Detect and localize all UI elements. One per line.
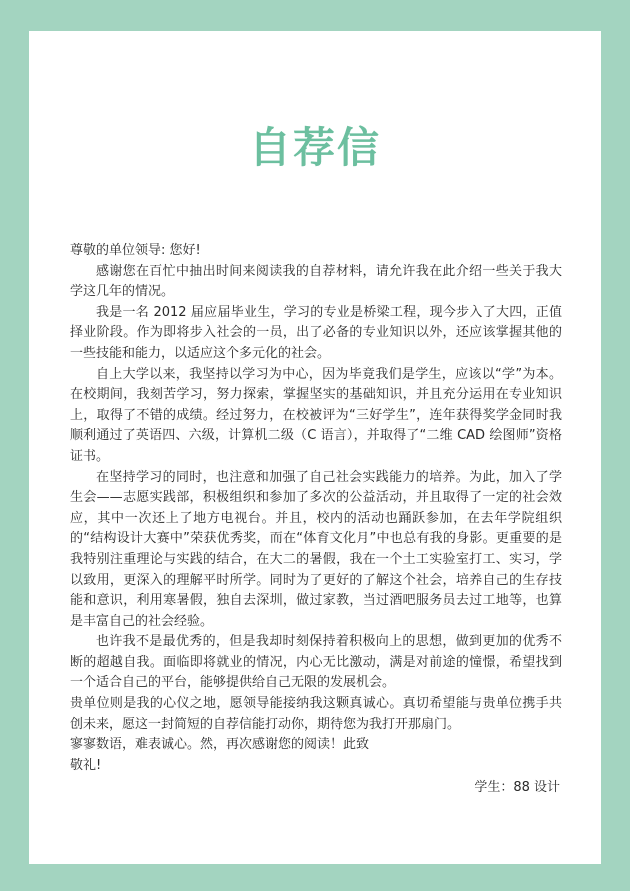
salutation: 尊敬的单位领导: 您好! bbox=[70, 243, 201, 258]
paragraph-practice: 在坚持学习的同时，也注意和加强了自己社会实践能力的培养。为此，加入了学生会——志愿实践部，积极组织和参加了多次的公益活动，并且取得了一定的社会效应，其中一次还上了地方电视台。并且，校内的活动也踊跃参加，在去年学院组织的“结构设计大赛中”荣获优秀奖，而在“体育文化月”中也总有我的身影。更重要的是我特别注重理论与实践的结合，在大二的暑假，我在一个土工实验室打工、实习，学以致用，更深入的理解平时所学。同时为了更好的了解这个社会，培养自己的生存技能和意识，利用寒暑假，独自去深圳，做过家教，当过酒吧服务员去过工地等，也算是丰富自己的社会经验。 bbox=[70, 469, 562, 629]
paragraph-aspiration: 也许我不是最优秀的，但是我却时刻保持着积极向上的思想，做到更加的优秀不断的超越自我。面临即将就业的情况，内心无比激动，满是对前途的憧憬，希望找到一个适合自己的平台，能够提供给自己无限的发展机会。 bbox=[70, 634, 562, 691]
paragraph-background: 我是一名 2012 届应届毕业生，学习的专业是桥梁工程，现今步入了大四，正值择业阶段。作为即将步入社会的一员，出了必备的专业知识以外，还应该掌握其他的一些技能和能力，以适应这个多元化的社会。 bbox=[70, 304, 562, 361]
letter-body bbox=[70, 241, 562, 799]
closing-thanks: 寥寥数语，难表诚心。然，再次感谢您的阅读！此致 bbox=[70, 737, 370, 753]
closing-paragraph: 贵单位则是我的心仪之地，愿领导能接纳我这颗真诚心。真切希望能与贵单位携手共创未来，愿这一封简短的自荐信能打动你，期待您为我打开那扇门。 bbox=[70, 696, 562, 732]
regards: 敬礼! bbox=[70, 757, 102, 773]
paragraph-intro: 感谢您在百忙中抽出时间来阅读我的自荐材料，请允许我在此介绍一些关于我大学这几年的情况。 bbox=[70, 263, 562, 300]
signature: 学生：88 设计 bbox=[474, 780, 560, 796]
page-title: 自荐信 bbox=[248, 123, 381, 172]
letter-page bbox=[29, 31, 601, 864]
paragraph-study: 自上大学以来，我坚持以学习为中心，因为毕竟我们是学生，应该以“学”为本。在校期间，我刻苦学习，努力探索，掌握坚实的基础知识，并且充分运用在专业知识上，取得了不错的成绩。经过努力，在校被评为“三好学生”，连年获得奖学金同时我顺利通过了英语四、六级，计算机二级（C 语言），并取得了“二维 CAD 绘图师”资格证书。 bbox=[70, 366, 562, 464]
